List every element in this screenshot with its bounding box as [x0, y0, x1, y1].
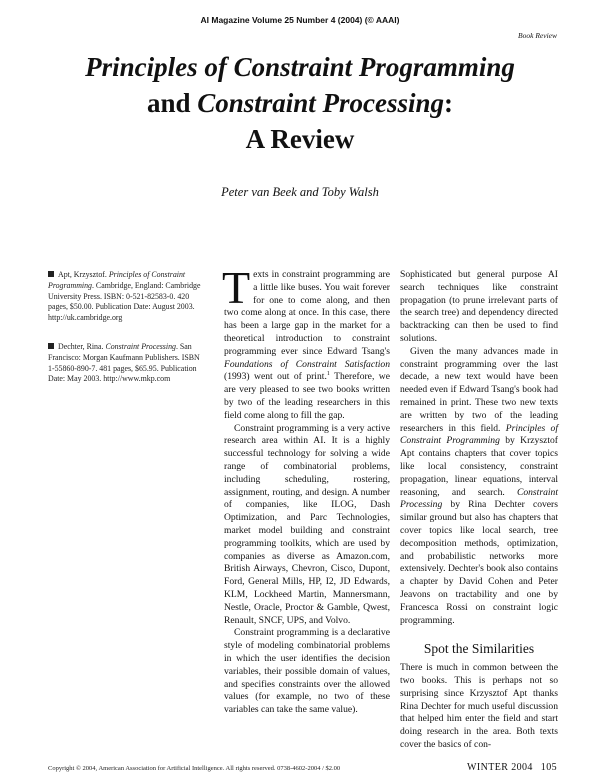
book-title-italic: Principles of Constraint Programming: [400, 422, 558, 447]
book-reference-apt: [48, 270, 208, 324]
title-line-3: A Review: [245, 124, 355, 154]
title-line-1: Principles of Constraint Programming: [85, 52, 515, 82]
text-run: (1993) went out of print.: [224, 371, 327, 383]
bullet-square-icon: [48, 271, 54, 277]
body-column-2: [400, 269, 558, 752]
text-run: Therefore, we are very pleased to see two books written by two of the leading researchers in this field come along to fill the gap.: [224, 371, 390, 421]
text-run: by Krzysztof Apt contains chapters that cover topics like local consistency, constraint propagation, linear equations, interval reasoning, and search.: [400, 435, 558, 498]
ref-author: Dechter, Rina.: [58, 342, 106, 351]
text-run: by Rina Dechter covers similar ground but also has chapters that cover topics like local search, tree decomposition methods, optimization, and probabilistic networks more extensively. Dechter's book also contains a chapter by David Cohen and Peter Jeavons on tractability and one by Francesca Rossi on constraint logic programming.: [400, 499, 558, 626]
book-title-italic: Foundations of Constraint Satisfaction: [224, 358, 390, 370]
page-number: 105: [540, 762, 557, 773]
issue-label: WINTER 2004: [467, 762, 533, 773]
book-title-italic: Constraint Processing: [400, 486, 558, 511]
paragraph: There is much in common between the two books. This is perhaps not so surprising since Krzysztof Apt thanks Rina Dechter for much useful discussion that helped him enter the field and start doing research in the area. Both texts cover the basics of con-: [400, 662, 558, 750]
bullet-square-icon: [48, 343, 54, 349]
paragraph: Sophisticated but general purpose AI search techniques like constraint propagation (to prune irrelevant parts of the search tree) and dependency directed backtracking can then be used to find solutions.: [400, 269, 558, 344]
ref-details: . Cambridge, England: Cambridge University Press. ISBN: 0-521-82583-0. 420 pages, $50.00. Publication Date: August 2003. http://uk.cambridge.org: [48, 280, 201, 323]
copyright-notice: Copyright © 2004, American Association for Artificial Intelligence. All rights reserved. 0738-4602-2004 / $2.00: [48, 765, 341, 772]
ref-book-title: Principles of Constraint Programming: [48, 270, 186, 290]
footnote-marker: 1: [326, 371, 330, 378]
title-line-2-plain: and: [146, 88, 198, 118]
ref-book-title: Constraint Processing: [105, 342, 176, 351]
article-title: [0, 49, 600, 157]
paragraph: Constraint programming is a declarative style of modeling combinatorial problems in which the user identifies the decision variables, their possible domain of values, and specifies constraints over the allowed values (for example, no two of these variables can take the same value).: [224, 627, 390, 716]
footer-issue: [467, 762, 557, 773]
drop-cap: T: [222, 262, 251, 313]
body-column-1: [222, 262, 390, 717]
ref-author: Apt, Krzysztof.: [58, 270, 109, 279]
section-heading: Spot the Similarities: [423, 641, 535, 657]
section-label: Book Review: [518, 31, 557, 40]
paragraph: Constraint programming is a very active research area within AI. It is a highly successful technology for solving a wide range of combinatorial problems, including scheduling, rostering, assignment, routing, and design. A number of companies, like ILOG, Dash Optimization, and Parc Technologies, market model building and constraint programming toolkits, which are used by companies as diverse as Amazon.com, British Airways, Chevron, Cisco, Dupont, Ford, General Mills, HP, I2, JD Edwards, KLM, Lockheed Martin, Mannersmann, Nestle, Oracle, Proctor & Gamble, Qwest, Renault, SNCF, UPS, and Volvo.: [224, 422, 390, 626]
text-run: Given the many advances made in constraint programming over the last decade, a new text would have been needed even if Edward Tsang's book had remained in print. These two new texts are written by two of the leading researchers in this field.: [400, 345, 558, 434]
paragraph: [222, 262, 390, 423]
title-line-2-italic: Constraint Processing: [197, 88, 445, 118]
text-run: exts in constraint programming are a little like buses. You wait forever for one to come along, and then two come along at once. In this case, there has been a large gap in the market for a theoretical introduction to constraint programming ever since Edward Tsang's: [224, 269, 390, 357]
ref-details: . San Francisco: Morgan Kaufmann Publishers. ISBN 1-55860-890-7. 481 pages, $65.95. Publication Date: May 2003. http://www.mkp.com: [48, 342, 200, 384]
book-reference-dechter: [48, 342, 208, 385]
journal-header: AI Magazine Volume 25 Number 4 (2004) (© AAAI): [200, 15, 400, 25]
paragraph: [400, 346, 558, 628]
title-line-2-end: :: [444, 88, 454, 118]
authors: Peter van Beek and Toby Walsh: [221, 185, 379, 199]
